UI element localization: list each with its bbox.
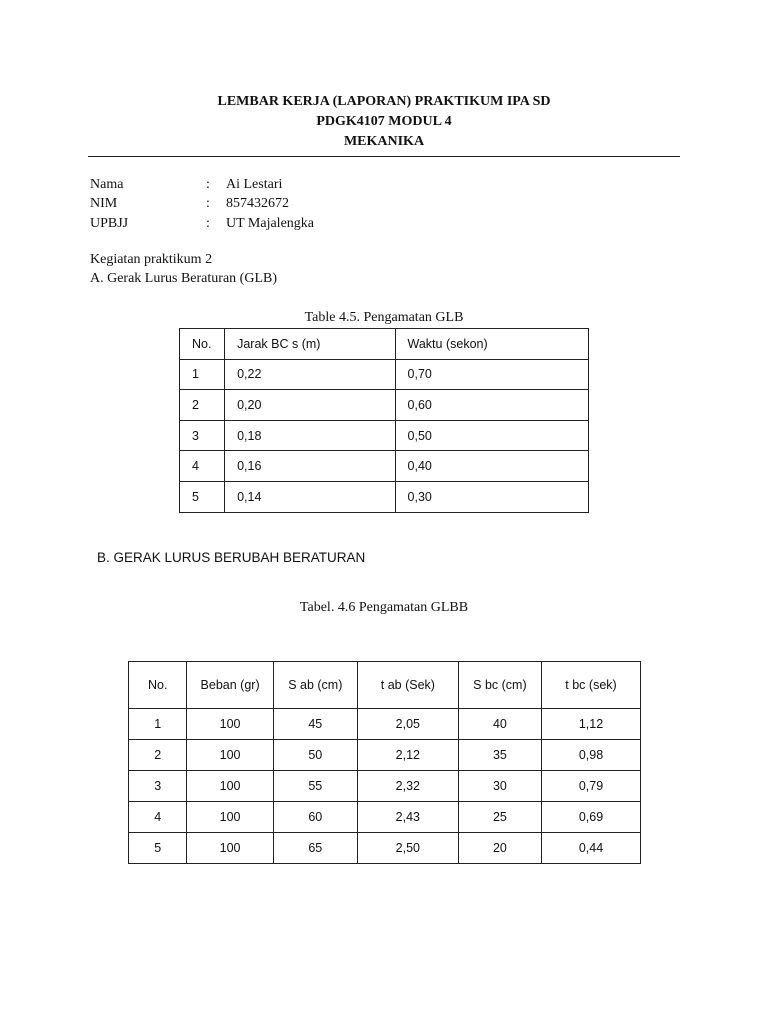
table-cell: 5	[180, 481, 225, 512]
header-cell: t bc (sek)	[541, 662, 640, 709]
table-cell: 2,32	[357, 771, 458, 802]
table-header-row	[129, 662, 641, 709]
table-cell: 20	[458, 833, 541, 864]
table-row	[180, 481, 589, 512]
table-cell: 100	[187, 771, 273, 802]
name-colon: :	[206, 177, 210, 192]
table-cell: 0,22	[225, 359, 395, 390]
section-a-heading: A. Gerak Lurus Beraturan (GLB)	[90, 271, 277, 286]
table-cell: 2,50	[357, 833, 458, 864]
table-cell: 0,69	[541, 802, 640, 833]
table-cell: 3	[129, 771, 187, 802]
table-cell: 1,12	[541, 709, 640, 740]
table-cell: 0,70	[395, 359, 588, 390]
table-cell: 100	[187, 740, 273, 771]
table-cell: 100	[187, 802, 273, 833]
table-cell: 45	[273, 709, 357, 740]
table-cell: 0,16	[225, 451, 395, 482]
table-cell: 60	[273, 802, 357, 833]
upbjj-label: UPBJJ	[90, 216, 129, 231]
table-cell: 25	[458, 802, 541, 833]
table-row	[129, 833, 641, 864]
header-title: LEMBAR KERJA (LAPORAN) PRAKTIKUM IPA SD	[217, 94, 551, 109]
glbb-table	[128, 661, 641, 864]
table-cell: 100	[187, 833, 273, 864]
table-cell: 65	[273, 833, 357, 864]
table-cell: 5	[129, 833, 187, 864]
table-cell: 1	[180, 359, 225, 390]
table-row	[129, 802, 641, 833]
upbjj-colon: :	[206, 216, 210, 231]
name-label: Nama	[90, 177, 124, 192]
table-cell: 35	[458, 740, 541, 771]
nim-colon: :	[206, 196, 210, 211]
header-cell: Beban (gr)	[187, 662, 273, 709]
header-cell: Jarak BC s (m)	[225, 329, 395, 360]
glb-table	[179, 328, 589, 513]
activity-title: Kegiatan praktikum 2	[90, 252, 213, 267]
table-cell: 0,30	[395, 481, 588, 512]
table-row	[180, 359, 589, 390]
header-cell: S ab (cm)	[273, 662, 357, 709]
table-cell: 0,50	[395, 420, 588, 451]
table-cell: 0,18	[225, 420, 395, 451]
table-cell: 2	[180, 390, 225, 421]
table-cell: 2	[129, 740, 187, 771]
section-b-heading: B. GERAK LURUS BERUBAH BERATURAN	[97, 550, 366, 565]
table-cell: 0,44	[541, 833, 640, 864]
table-cell: 0,20	[225, 390, 395, 421]
table-cell: 4	[129, 802, 187, 833]
table-cell: 55	[273, 771, 357, 802]
header-cell: Waktu (sekon)	[395, 329, 588, 360]
header-course: PDGK4107 MODUL 4	[316, 114, 452, 129]
document-header	[0, 92, 768, 152]
table-cell: 40	[458, 709, 541, 740]
table-cell: 0,40	[395, 451, 588, 482]
table-cell: 4	[180, 451, 225, 482]
table-cell: 3	[180, 420, 225, 451]
table-row	[180, 451, 589, 482]
header-divider	[88, 156, 680, 157]
header-cell: S bc (cm)	[458, 662, 541, 709]
table-cell: 0,79	[541, 771, 640, 802]
table-cell: 2,05	[357, 709, 458, 740]
table-cell: 0,60	[395, 390, 588, 421]
table-cell: 30	[458, 771, 541, 802]
table-cell: 50	[273, 740, 357, 771]
glbb-table-caption: Tabel. 4.6 Pengamatan GLBB	[299, 600, 469, 615]
nim-label: NIM	[90, 196, 118, 211]
table-cell: 1	[129, 709, 187, 740]
table-header-row	[180, 329, 589, 360]
table-cell: 100	[187, 709, 273, 740]
header-cell: No.	[129, 662, 187, 709]
name-value: Ai Lestari	[226, 177, 283, 192]
table-row	[180, 420, 589, 451]
table-cell: 0,98	[541, 740, 640, 771]
table-row	[129, 709, 641, 740]
table-row	[180, 390, 589, 421]
nim-value: 857432672	[226, 196, 289, 211]
table-cell: 2,12	[357, 740, 458, 771]
header-module: MEKANIKA	[343, 134, 425, 149]
table-cell: 2,43	[357, 802, 458, 833]
glb-table-caption: Table 4.5. Pengamatan GLB	[304, 310, 464, 325]
table-row	[129, 771, 641, 802]
header-cell: t ab (Sek)	[357, 662, 458, 709]
table-row	[129, 740, 641, 771]
upbjj-value: UT Majalengka	[226, 216, 314, 231]
table-cell: 0,14	[225, 481, 395, 512]
header-cell: No.	[180, 329, 225, 360]
